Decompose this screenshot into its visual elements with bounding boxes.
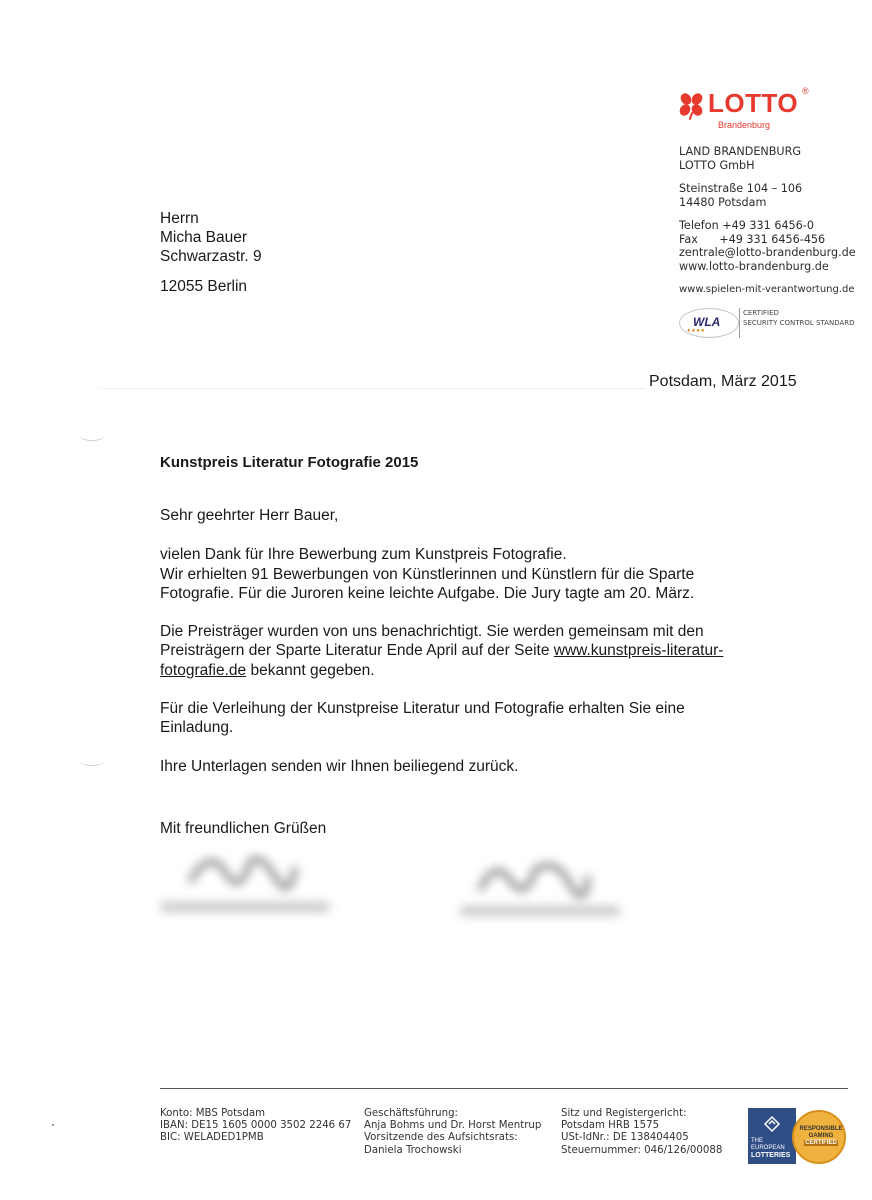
scan-speck [52, 1124, 54, 1126]
paragraph-3 [160, 699, 810, 738]
recipient-salutation: Herrn [160, 210, 199, 227]
clover-icon [676, 90, 706, 120]
letter-body [160, 506, 810, 776]
certified-label: CERTIFIED [805, 1140, 837, 1146]
footer-line: Steuernummer: 046/126/00088 [561, 1144, 723, 1156]
website-link[interactable]: www.kunstpreis-literatur- [553, 642, 724, 660]
signature-scribble [180, 842, 300, 892]
text-line: Für die Verleihung der Kunstpreise Literatur und Fotografie erhalten Sie eine [160, 700, 685, 718]
responsible-gaming-text [796, 1126, 846, 1147]
fold-mark [80, 432, 104, 441]
footer-line: Vorsitzende des Aufsichtsrats: [364, 1132, 518, 1144]
badge-line: LOTTERIES [751, 1152, 791, 1159]
european-lotteries-text [751, 1138, 790, 1159]
wla-certified: CERTIFIED [743, 309, 779, 317]
footer-divider [160, 1088, 848, 1089]
signature-scribble [470, 848, 590, 898]
fax-number: +49 331 6456-456 [719, 232, 826, 246]
footer-line: BIC: WELADED1PMB [160, 1132, 264, 1144]
text-line: Einladung. [160, 719, 234, 737]
european-lotteries-badge [748, 1108, 796, 1164]
sender-fax [679, 233, 864, 247]
text-line: Fotografie. Für die Juroren keine leichte Aufgabe. Die Jury tagte am 20. März. [160, 584, 695, 602]
divider [739, 308, 740, 338]
footer-line: USt-IdNr.: DE 138404405 [561, 1132, 689, 1144]
text-line [160, 641, 810, 660]
greeting: Sehr geehrter Herr Bauer, [160, 507, 339, 524]
lotto-logo [676, 88, 856, 136]
sender-block [679, 145, 864, 297]
wla-cert-text [743, 308, 855, 328]
recipient-street: Schwarzastr. 9 [160, 248, 262, 265]
sender-org-line1: LAND BRANDENBURG [679, 145, 802, 158]
badge-line: GAMING [808, 1133, 834, 1139]
wla-standard: SECURITY CONTROL STANDARD [743, 319, 855, 327]
website-link-cont[interactable]: fotografie.de [160, 661, 247, 679]
text-segment: bekannt gegeben. [246, 661, 375, 679]
badge-line: RESPONSIBLE [799, 1126, 843, 1132]
signature-2 [460, 848, 650, 928]
logo-subtitle: Brandenburg [718, 120, 771, 130]
recipient-zip-city: 12055 Berlin [160, 278, 248, 295]
footer-line: Potsdam HRB 1575 [561, 1120, 660, 1132]
signature-name [160, 902, 330, 912]
footer-line: IBAN: DE15 1605 0000 3502 2246 67 [160, 1120, 352, 1132]
badge-line: EUROPEAN [751, 1145, 785, 1151]
sender-org-line2: LOTTO GmbH [679, 158, 755, 172]
text-line: Die Preisträger wurden von uns benachrichtigt. Sie werden gemeinsam mit den [160, 623, 704, 641]
logo-wordmark: LOTTO [708, 88, 799, 118]
paragraph-2 [160, 622, 810, 680]
recipient-address [160, 209, 262, 296]
footer-management [364, 1108, 541, 1157]
signature-name [460, 906, 620, 916]
letter-subject: Kunstpreis Literatur Fotografie 2015 [160, 454, 419, 471]
separator-line [100, 388, 645, 389]
badge-line: THE [751, 1138, 763, 1144]
sender-website: www.lotto-brandenburg.de [679, 259, 829, 273]
paragraph-4: Ihre Unterlagen senden wir Ihnen beiliegend zurück. [160, 757, 519, 775]
footer-line: Anja Bohms und Dr. Horst Mentrup [364, 1120, 542, 1132]
text-segment: Preisträgern der Sparte Literatur Ende April auf der Seite [160, 642, 554, 660]
footer-bank [160, 1108, 351, 1145]
text-line [160, 661, 810, 680]
text-line: vielen Dank für Ihre Bewerbung zum Kunstpreis Fotografie. [160, 546, 567, 564]
fax-label: Fax [679, 232, 698, 246]
sender-phone [679, 219, 864, 233]
paragraph-1 [160, 545, 810, 603]
sender-email: zentrale@lotto-brandenburg.de [679, 246, 856, 259]
phone-number: +49 331 6456-0 [722, 219, 814, 232]
recipient-name: Micha Bauer [160, 229, 248, 246]
wla-certification [679, 306, 859, 340]
letter-date: Potsdam, März 2015 [649, 373, 797, 390]
badge-line [796, 1140, 846, 1147]
wla-logo: WLA [693, 315, 721, 329]
european-lotteries-icon [762, 1114, 782, 1134]
sender-zip-city: 14480 Potsdam [679, 195, 767, 209]
registered-mark: ® [802, 86, 809, 96]
sender-street: Steinstraße 104 – 106 [679, 182, 803, 195]
footer-line: Geschäftsführung: [364, 1108, 458, 1119]
footer-line: Konto: MBS Potsdam [160, 1108, 266, 1119]
phone-label: Telefon [679, 219, 719, 232]
footer-line: Daniela Trochowski [364, 1144, 462, 1156]
closing-phrase: Mit freundlichen Grüßen [160, 820, 327, 837]
fold-mark [80, 757, 104, 766]
text-line: Wir erhielten 91 Bewerbungen von Künstlerinnen und Künstlern für die Sparte [160, 565, 695, 583]
responsibility-website: www.spielen-mit-verantwortung.de [679, 284, 855, 295]
footer-registry [561, 1108, 722, 1157]
signature-1 [160, 842, 360, 922]
wla-dots-icon: ●●●● [687, 328, 706, 334]
responsible-gaming-badge [792, 1110, 846, 1164]
footer-line: Sitz und Registergericht: [561, 1108, 687, 1119]
